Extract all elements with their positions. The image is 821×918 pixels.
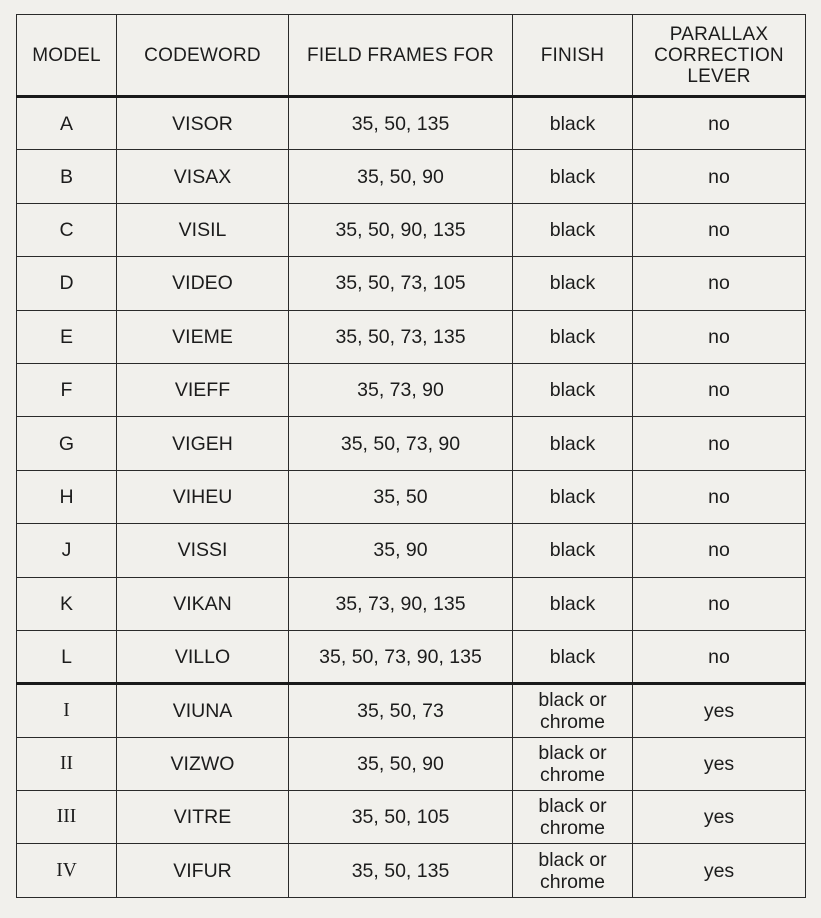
- field-frames-cell: 35, 50, 73, 90: [289, 417, 513, 470]
- parallax-cell: yes: [633, 844, 806, 897]
- field-frames-cell: 35, 50, 73, 105: [289, 257, 513, 310]
- model-cell: C: [17, 203, 117, 256]
- field-frames-cell: 35, 50, 73, 135: [289, 310, 513, 363]
- model-cell: D: [17, 257, 117, 310]
- parallax-cell: no: [633, 417, 806, 470]
- finish-line: black: [549, 432, 596, 455]
- finish-cell: [513, 363, 633, 416]
- parallax-cell: no: [633, 257, 806, 310]
- parallax-cell: no: [633, 363, 806, 416]
- finish-line: black or: [538, 688, 607, 711]
- finish-cell: [513, 630, 633, 683]
- field-frames-cell: 35, 73, 90, 135: [289, 577, 513, 630]
- field-frames-cell: 35, 50, 90: [289, 150, 513, 203]
- model-cell: H: [17, 470, 117, 523]
- finish-cell: [513, 150, 633, 203]
- codeword-cell: VISIL: [117, 203, 289, 256]
- finish-cell: [513, 203, 633, 256]
- table-body: [17, 97, 806, 898]
- parallax-cell: no: [633, 630, 806, 683]
- parallax-cell: no: [633, 524, 806, 577]
- codeword-cell: VISSI: [117, 524, 289, 577]
- model-cell: II: [17, 737, 117, 790]
- header-row: [17, 15, 806, 97]
- model-cell: III: [17, 791, 117, 844]
- finish-line: chrome: [539, 817, 606, 840]
- finish-cell: [513, 257, 633, 310]
- table-row: [17, 310, 806, 363]
- finish-line: black: [549, 112, 596, 135]
- field-frames-cell: 35, 50, 73: [289, 684, 513, 737]
- table-row: [17, 684, 806, 737]
- finish-line: black or: [538, 741, 607, 764]
- table-row: [17, 203, 806, 256]
- parallax-cell: no: [633, 577, 806, 630]
- finish-cell: [513, 737, 633, 790]
- codeword-cell: VISOR: [117, 97, 289, 150]
- finish-line: black or: [538, 795, 607, 818]
- codeword-cell: VILLO: [117, 630, 289, 683]
- table-row: [17, 524, 806, 577]
- finish-line: black or: [538, 848, 607, 871]
- parallax-cell: no: [633, 150, 806, 203]
- codeword-cell: VIZWO: [117, 737, 289, 790]
- viewfinder-model-table: [16, 14, 806, 898]
- finish-line: black: [549, 539, 596, 562]
- field-frames-cell: 35, 50, 105: [289, 791, 513, 844]
- field-frames-cell: 35, 90: [289, 524, 513, 577]
- codeword-cell: VITRE: [117, 791, 289, 844]
- header-parallax-line: CORRECTION: [654, 44, 784, 66]
- parallax-cell: no: [633, 203, 806, 256]
- finish-line: black: [549, 645, 596, 668]
- header-model: MODEL: [17, 15, 117, 97]
- field-frames-cell: 35, 50: [289, 470, 513, 523]
- model-cell: F: [17, 363, 117, 416]
- codeword-cell: VIHEU: [117, 470, 289, 523]
- field-frames-cell: 35, 50, 90, 135: [289, 203, 513, 256]
- codeword-cell: VISAX: [117, 150, 289, 203]
- table-row: [17, 417, 806, 470]
- finish-line: black: [549, 592, 596, 615]
- finish-line: black: [549, 325, 596, 348]
- field-frames-cell: 35, 73, 90: [289, 363, 513, 416]
- finish-cell: [513, 524, 633, 577]
- model-cell: K: [17, 577, 117, 630]
- parallax-cell: no: [633, 97, 806, 150]
- header-field-frames: FIELD FRAMES FOR: [289, 15, 513, 97]
- codeword-cell: VIEME: [117, 310, 289, 363]
- table-row: [17, 363, 806, 416]
- field-frames-cell: 35, 50, 90: [289, 737, 513, 790]
- parallax-cell: yes: [633, 684, 806, 737]
- table-row: [17, 844, 806, 897]
- finish-line: chrome: [539, 763, 606, 786]
- finish-line: black: [549, 165, 596, 188]
- finish-cell: [513, 577, 633, 630]
- table-row: [17, 630, 806, 683]
- codeword-cell: VIKAN: [117, 577, 289, 630]
- header-parallax-line: LEVER: [687, 65, 751, 87]
- model-cell: B: [17, 150, 117, 203]
- model-cell: I: [17, 684, 117, 737]
- finish-line: black: [549, 379, 596, 402]
- table-row: [17, 97, 806, 150]
- header-finish: FINISH: [513, 15, 633, 97]
- model-cell: IV: [17, 844, 117, 897]
- table-row: [17, 257, 806, 310]
- parallax-cell: yes: [633, 737, 806, 790]
- parallax-cell: no: [633, 470, 806, 523]
- model-cell: E: [17, 310, 117, 363]
- model-cell: L: [17, 630, 117, 683]
- parallax-cell: yes: [633, 791, 806, 844]
- finish-cell: [513, 310, 633, 363]
- table-row: [17, 577, 806, 630]
- codeword-cell: VIFUR: [117, 844, 289, 897]
- model-cell: J: [17, 524, 117, 577]
- finish-cell: [513, 844, 633, 897]
- finish-cell: [513, 417, 633, 470]
- header-parallax: [633, 15, 806, 97]
- model-cell: G: [17, 417, 117, 470]
- codeword-cell: VIEFF: [117, 363, 289, 416]
- finish-cell: [513, 97, 633, 150]
- finish-line: black: [549, 485, 596, 508]
- codeword-cell: VIDEO: [117, 257, 289, 310]
- parallax-cell: no: [633, 310, 806, 363]
- codeword-cell: VIGEH: [117, 417, 289, 470]
- table-row: [17, 737, 806, 790]
- finish-cell: [513, 684, 633, 737]
- finish-line: chrome: [539, 870, 606, 893]
- finish-line: chrome: [539, 710, 606, 733]
- field-frames-cell: 35, 50, 135: [289, 97, 513, 150]
- finish-line: black: [549, 218, 596, 241]
- field-frames-cell: 35, 50, 73, 90, 135: [289, 630, 513, 683]
- finish-cell: [513, 791, 633, 844]
- header-codeword: CODEWORD: [117, 15, 289, 97]
- table-row: [17, 791, 806, 844]
- header-parallax-line: PARALLAX: [669, 23, 769, 45]
- table-row: [17, 470, 806, 523]
- table-row: [17, 150, 806, 203]
- field-frames-cell: 35, 50, 135: [289, 844, 513, 897]
- finish-cell: [513, 470, 633, 523]
- codeword-cell: VIUNA: [117, 684, 289, 737]
- model-cell: A: [17, 97, 117, 150]
- finish-line: black: [549, 272, 596, 295]
